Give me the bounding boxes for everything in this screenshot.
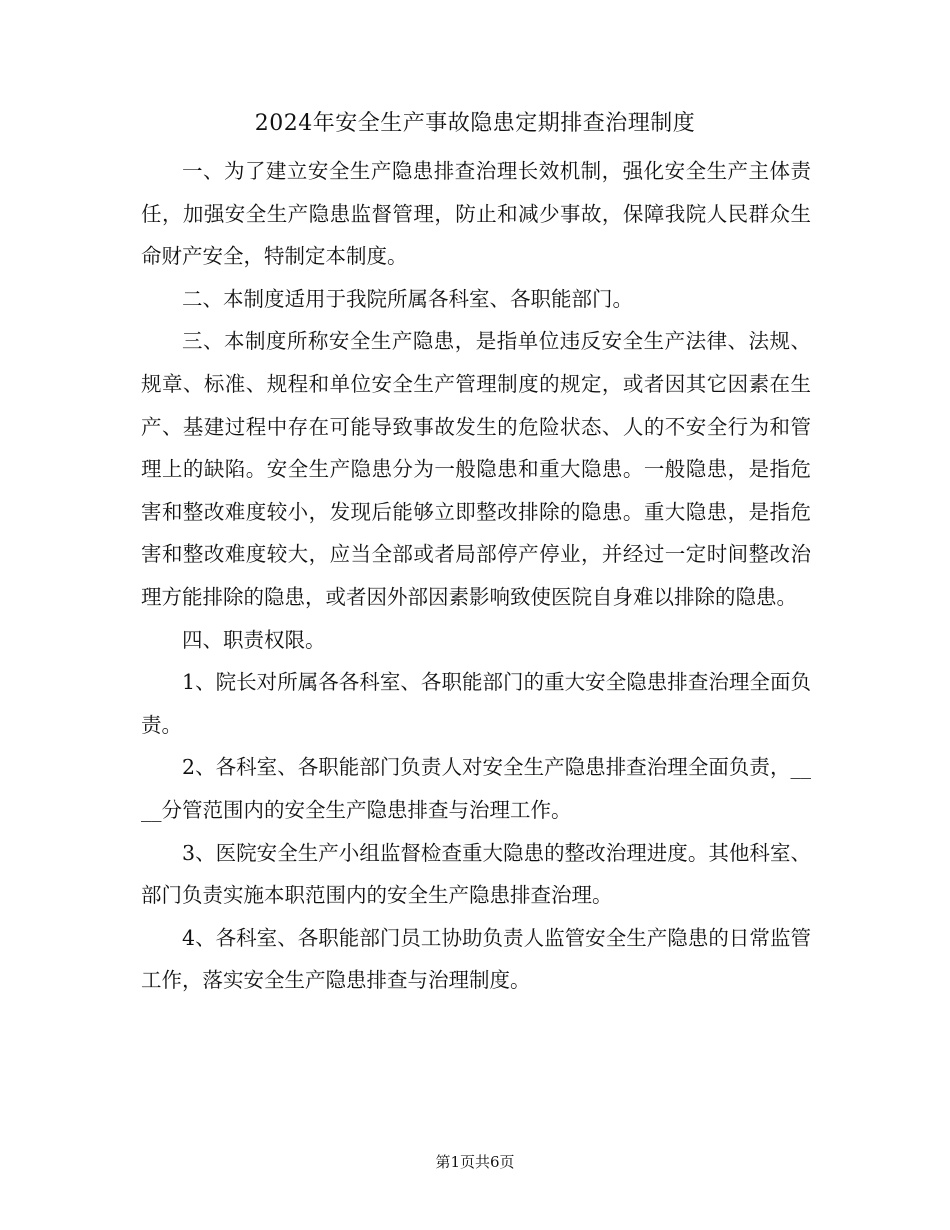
document-body <box>141 150 811 1002</box>
paragraph-scope: 二、本制度适用于我院所属各科室、各职能部门。 <box>182 286 633 311</box>
paragraph-item-1: 1、院长对所属各各科室、各职能部门的重大安全隐患排查治理全面负责。 <box>141 670 811 737</box>
document-title: 2024年安全生产事故隐患定期排查治理制度 <box>254 111 696 136</box>
page-number-footer: 第1页共6页 <box>435 1153 515 1171</box>
paragraph-purpose: 一、为了建立安全生产隐患排查治理长效机制，强化安全生产主体责任，加强安全生产隐患监督管理，防止和减少事故，保障我院人民群众生命财产安全，特制定本制度。 <box>141 159 811 269</box>
paragraph-item-2: 2、各科室、各职能部门负责人对安全生产隐患排查治理全面负责，____分管范围内的安全生产隐患排查与治理工作。 <box>141 755 811 822</box>
paragraph-responsibilities-heading: 四、职责权限。 <box>182 627 326 652</box>
paragraph-item-3: 3、医院安全生产小组监督检查重大隐患的整改治理进度。其他科室、部门负责实施本职范围内的安全生产隐患排查治理。 <box>141 840 811 908</box>
paragraph-definition: 三、本制度所称安全生产隐患，是指单位违反安全生产法律、法规、规章、标准、规程和单位安全生产管理制度的规定，或者因其它因素在生产、基建过程中存在可能导致事故发生的危险状态、人的不安全行为和管理上的缺陷。安全生产隐患分为一般隐患和重大隐患。一般隐患，是指危害和整改难度较小，发现后能够立即整改排除的隐患。重大隐患，是指危害和整改难度较大，应当全部或者局部停产停业，并经过一定时间整改治理方能排除的隐患，或者因外部因素影响致使医院自身难以排除的隐患。 <box>141 329 811 609</box>
paragraph-item-4: 4、各科室、各职能部门员工协助负责人监管安全生产隐患的日常监管工作，落实安全生产隐患排查与治理制度。 <box>141 925 811 993</box>
